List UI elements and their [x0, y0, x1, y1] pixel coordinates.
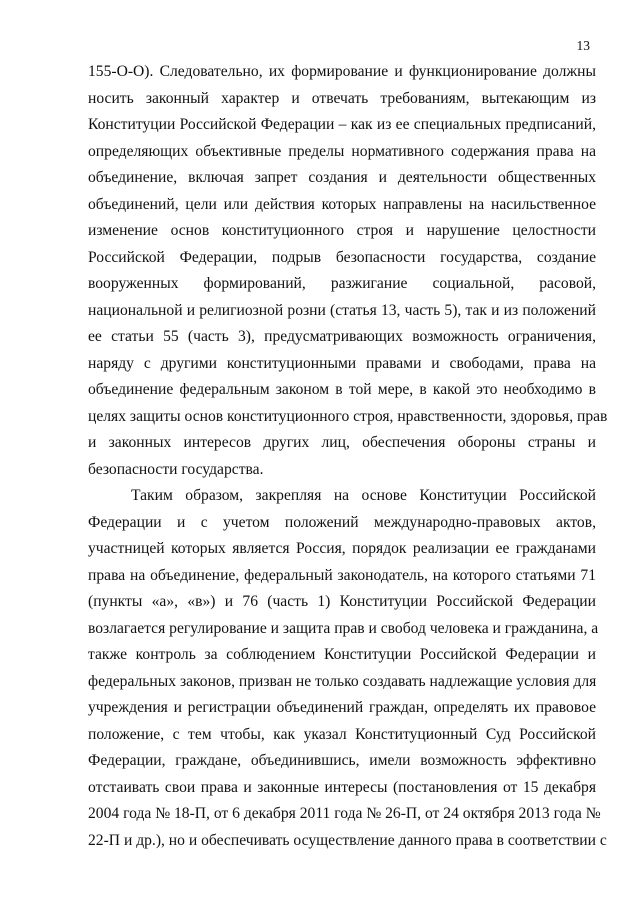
text-line: права на объединение, федеральный законодатель, на которого статьями 71 — [88, 566, 596, 584]
body-text — [88, 59, 608, 854]
text-line: ее статьи 55 (часть 3), предусматривающих возможность ограничения, — [88, 328, 596, 345]
text-line: Российской Федерации, подрыв безопасности государства, создание — [88, 248, 596, 266]
text-line: национальной и религиозной розни (статья 13, часть 5), так и из положений — [88, 301, 596, 319]
text-line: также контроль за соблюдением Конституции Российской Федерации и — [88, 646, 596, 663]
text-line: объединение федеральным законом в той мере, в какой это необходимо в — [88, 381, 596, 398]
text-line: положение, с тем чтобы, как указал Конституционный Суд Российской — [88, 725, 596, 743]
text-line: вооруженных формирований, разжигание социальной, расовой, — [88, 275, 596, 292]
text-line: Таким образом, закрепляя на основе Конституции Российской — [131, 487, 596, 504]
text-line: носить законный характер и отвечать требованиям, вытекающим из — [88, 89, 596, 107]
text-line: участницей которых является Россия, порядок реализации ее гражданами — [88, 540, 596, 557]
text-line: учреждения и регистрации объединений граждан, определять их правовое — [88, 699, 596, 716]
text-line: 155-О-О). Следовательно, их формирование и функционирование должны — [88, 63, 596, 80]
text-line: (пункты «а», «в») и 76 (часть 1) Конституции Российской Федерации — [88, 593, 596, 610]
text-line: изменение основ конституционного строя и нарушение целостности — [88, 222, 596, 239]
text-line: безопасности государства. — [88, 460, 264, 478]
text-line: наряду с другими конституционными правами и свободами, права на — [88, 354, 596, 372]
text-line: отстаивать свои права и законные интересы (постановления от 15 декабря — [88, 778, 596, 796]
text-line: объединений, цели или действия которых направлены на насильственное — [88, 195, 596, 213]
text-line: целях защиты основ конституционного строя, нравственности, здоровья, прав — [88, 407, 608, 425]
page-number: 13 — [576, 38, 590, 53]
text-line: федеральных законов, призван не только создавать надлежащие условия для — [88, 672, 597, 690]
text-line: определяющих объективные пределы нормативного содержания права на — [88, 142, 596, 160]
text-line: и законных интересов других лиц, обеспечения обороны страны и — [88, 434, 596, 451]
text-line: Конституции Российской Федерации – как из ее специальных предписаний, — [88, 116, 596, 133]
text-line: Федерации и с учетом положений международно-правовых актов, — [88, 513, 596, 531]
text-line: 2004 года № 18-П, от 6 декабря 2011 года № 26-П, от 24 октября 2013 года № — [88, 805, 601, 822]
text-line: объединение, включая запрет создания и деятельности общественных — [88, 169, 596, 186]
text-line: 22-П и др.), но и обеспечивать осуществление данного права в соответствии с — [88, 831, 607, 849]
text-line: возлагается регулирование и защита прав и свобод человека и гражданина, а — [88, 619, 599, 637]
text-line: Федерации, граждане, объединившись, имели возможность эффективно — [88, 752, 596, 769]
